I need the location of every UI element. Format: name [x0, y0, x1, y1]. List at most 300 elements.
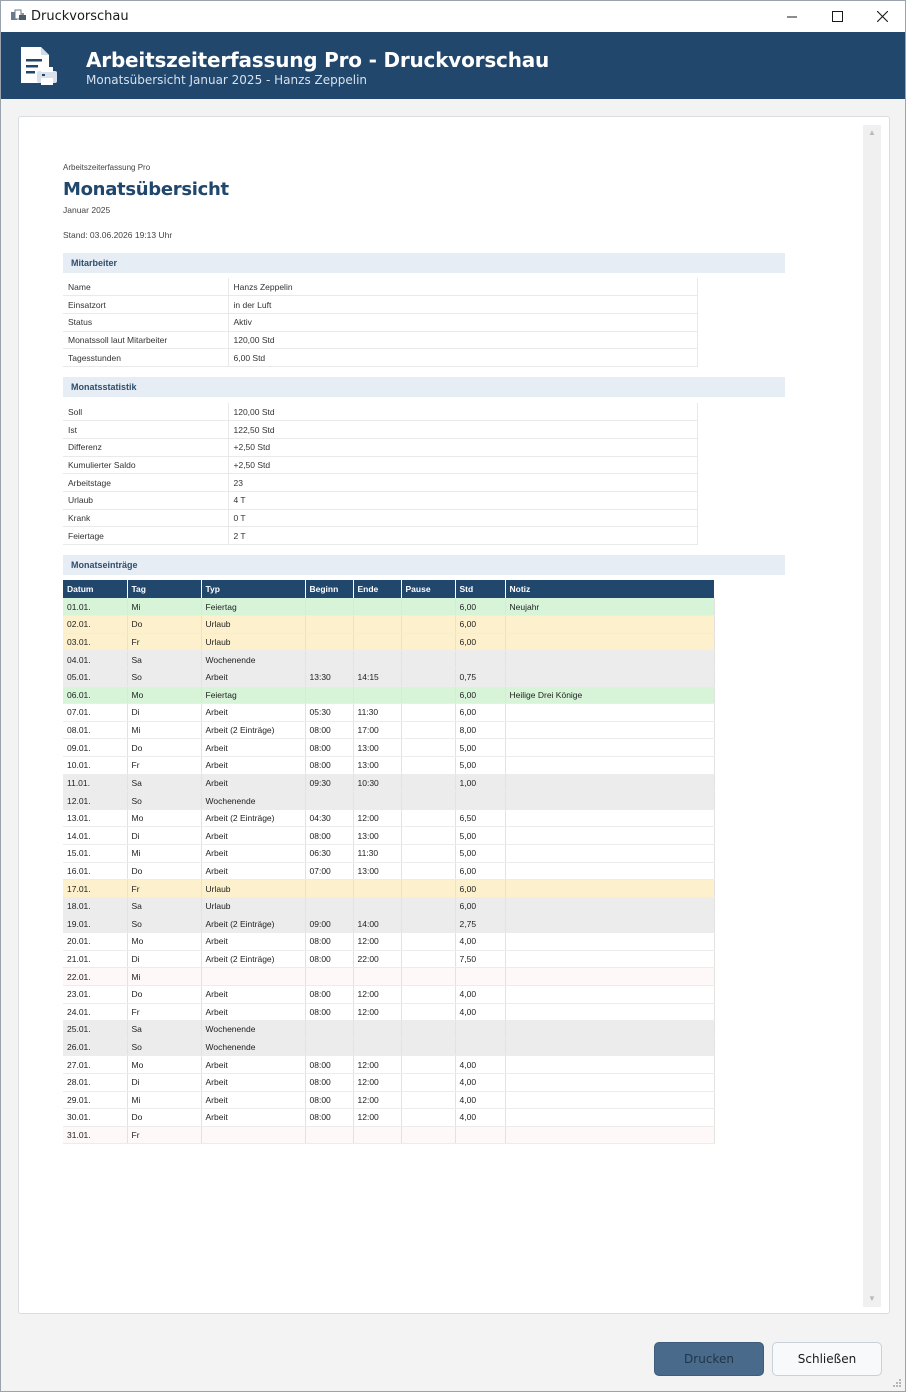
cell-ende [353, 598, 401, 616]
cell-typ: Urlaub [201, 897, 305, 915]
section-entries-title: Monatseinträge [71, 560, 138, 570]
cell-typ: Arbeit [201, 1073, 305, 1091]
cell-datum: 18.01. [63, 897, 127, 915]
cell-typ [201, 968, 305, 986]
stats-row-value: +2,50 Std [228, 456, 698, 474]
cell-datum: 28.01. [63, 1073, 127, 1091]
cell-std: 4,00 [455, 1003, 505, 1021]
cell-beginn: 09:30 [305, 774, 353, 792]
cell-datum: 01.01. [63, 598, 127, 616]
cell-ende: 13:00 [353, 827, 401, 845]
column-header: Std [455, 580, 505, 598]
cell-pause [401, 950, 455, 968]
cell-typ: Urlaub [201, 633, 305, 651]
cell-notiz [505, 1003, 714, 1021]
stats-row [63, 438, 698, 456]
cell-notiz [505, 1091, 714, 1109]
cell-datum: 31.01. [63, 1126, 127, 1144]
table-row [63, 774, 714, 792]
cell-datum: 05.01. [63, 668, 127, 686]
resize-grip-icon[interactable] [892, 1378, 902, 1388]
cell-typ: Feiertag [201, 686, 305, 704]
cell-ende: 12:00 [353, 1109, 401, 1127]
cell-typ: Wochenende [201, 1038, 305, 1056]
cell-tag: Mi [127, 598, 201, 616]
stats-row-value: 120,00 Std [228, 403, 698, 421]
cell-typ: Arbeit [201, 862, 305, 880]
employee-row-key: Einsatzort [63, 296, 228, 314]
cell-beginn [305, 897, 353, 915]
cell-typ: Arbeit [201, 704, 305, 722]
table-row [63, 880, 714, 898]
cell-notiz [505, 862, 714, 880]
cell-ende: 14:15 [353, 668, 401, 686]
maximize-icon [832, 11, 843, 22]
stats-row-key: Feiertage [63, 527, 228, 545]
cell-typ: Arbeit [201, 985, 305, 1003]
cell-beginn: 08:00 [305, 933, 353, 951]
cell-typ: Arbeit [201, 827, 305, 845]
cell-typ: Wochenende [201, 1021, 305, 1039]
stats-row [63, 456, 698, 474]
employee-row-key: Monatssoll laut Mitarbeiter [63, 331, 228, 349]
table-row [63, 1109, 714, 1127]
cell-tag: Fr [127, 756, 201, 774]
cell-typ: Arbeit (2 Einträge) [201, 915, 305, 933]
cell-tag: Do [127, 1109, 201, 1127]
cell-std: 4,00 [455, 1091, 505, 1109]
cell-notiz: Heilige Drei Könige [505, 686, 714, 704]
employee-row [63, 331, 698, 349]
cell-pause [401, 668, 455, 686]
cell-datum: 26.01. [63, 1038, 127, 1056]
cell-typ: Wochenende [201, 651, 305, 669]
cell-ende: 12:00 [353, 985, 401, 1003]
cell-typ: Arbeit [201, 845, 305, 863]
stats-row-value: 23 [228, 474, 698, 492]
cell-beginn: 09:00 [305, 915, 353, 933]
report-app-name: Arbeitszeiterfassung Pro [63, 163, 151, 172]
stats-row-key: Krank [63, 509, 228, 527]
cell-std: 5,00 [455, 845, 505, 863]
cell-pause [401, 651, 455, 669]
cell-typ: Arbeit (2 Einträge) [201, 950, 305, 968]
cell-notiz [505, 1056, 714, 1074]
vertical-scrollbar[interactable] [863, 125, 881, 1307]
cell-notiz [505, 968, 714, 986]
cell-notiz [505, 880, 714, 898]
table-row [63, 1056, 714, 1074]
table-row [63, 598, 714, 616]
stats-row-value: 4 T [228, 491, 698, 509]
stats-row-key: Arbeitstage [63, 474, 228, 492]
cell-tag: Do [127, 739, 201, 757]
cell-ende: 12:00 [353, 1073, 401, 1091]
cell-notiz [505, 616, 714, 634]
cell-std: 6,00 [455, 616, 505, 634]
cell-beginn: 08:00 [305, 985, 353, 1003]
cell-pause [401, 1056, 455, 1074]
cell-datum: 03.01. [63, 633, 127, 651]
scroll-up-icon[interactable]: ▲ [868, 128, 876, 137]
table-row [63, 686, 714, 704]
cell-tag: Mo [127, 933, 201, 951]
cell-ende: 13:00 [353, 739, 401, 757]
employee-row-key: Name [63, 278, 228, 296]
table-row [63, 633, 714, 651]
employee-row [63, 313, 698, 331]
cell-beginn: 08:00 [305, 721, 353, 739]
cell-typ: Arbeit [201, 739, 305, 757]
table-row [63, 1003, 714, 1021]
stats-table [63, 403, 698, 545]
cell-typ: Urlaub [201, 616, 305, 634]
cell-notiz [505, 897, 714, 915]
table-row [63, 985, 714, 1003]
table-row [63, 845, 714, 863]
cell-datum: 14.01. [63, 827, 127, 845]
cell-tag: Sa [127, 651, 201, 669]
cell-datum: 25.01. [63, 1021, 127, 1039]
print-button[interactable]: Drucken [654, 1342, 764, 1376]
cell-pause [401, 933, 455, 951]
stats-row [63, 421, 698, 439]
cell-tag: Mo [127, 809, 201, 827]
table-row [63, 616, 714, 634]
column-header: Tag [127, 580, 201, 598]
cell-ende [353, 616, 401, 634]
cell-tag: So [127, 1038, 201, 1056]
section-stats [63, 377, 785, 397]
stats-row-value: 0 T [228, 509, 698, 527]
table-row [63, 1021, 714, 1039]
cell-std: 1,00 [455, 774, 505, 792]
cell-datum: 02.01. [63, 616, 127, 634]
employee-row-value: in der Luft [228, 296, 698, 314]
cell-ende: 22:00 [353, 950, 401, 968]
cell-std: 4,00 [455, 1109, 505, 1127]
stats-row-key: Soll [63, 403, 228, 421]
cell-typ: Wochenende [201, 792, 305, 810]
cell-std: 7,50 [455, 950, 505, 968]
stats-row-key: Urlaub [63, 491, 228, 509]
cell-std: 6,00 [455, 686, 505, 704]
cell-notiz [505, 792, 714, 810]
cell-notiz [505, 1109, 714, 1127]
cell-tag: Sa [127, 774, 201, 792]
cell-ende [353, 651, 401, 669]
cell-notiz [505, 827, 714, 845]
cell-typ: Arbeit (2 Einträge) [201, 721, 305, 739]
cell-pause [401, 704, 455, 722]
cell-ende: 13:00 [353, 862, 401, 880]
table-row [63, 1073, 714, 1091]
stats-row-key: Ist [63, 421, 228, 439]
cell-typ: Arbeit [201, 1056, 305, 1074]
cell-pause [401, 897, 455, 915]
cell-beginn [305, 880, 353, 898]
cell-tag: Di [127, 1073, 201, 1091]
cell-pause [401, 1073, 455, 1091]
cell-pause [401, 845, 455, 863]
cell-ende [353, 968, 401, 986]
cell-std: 4,00 [455, 1056, 505, 1074]
stats-row [63, 509, 698, 527]
cell-std [455, 651, 505, 669]
cell-std: 4,00 [455, 1073, 505, 1091]
cell-pause [401, 915, 455, 933]
cell-beginn [305, 686, 353, 704]
cell-pause [401, 686, 455, 704]
cell-ende: 12:00 [353, 933, 401, 951]
entries-table [63, 580, 715, 1144]
cell-tag: Mi [127, 1091, 201, 1109]
table-row [63, 792, 714, 810]
table-row [63, 827, 714, 845]
cell-notiz [505, 809, 714, 827]
cell-ende [353, 880, 401, 898]
cell-tag: Mi [127, 721, 201, 739]
cell-std [455, 968, 505, 986]
cell-beginn: 13:30 [305, 668, 353, 686]
print-preview-icon [10, 9, 27, 23]
cell-beginn [305, 968, 353, 986]
stats-row [63, 527, 698, 545]
section-employee [63, 253, 785, 273]
cell-datum: 10.01. [63, 756, 127, 774]
column-header: Notiz [505, 580, 714, 598]
close-window-button[interactable] [859, 1, 905, 32]
cell-datum: 08.01. [63, 721, 127, 739]
cell-std: 8,00 [455, 721, 505, 739]
cell-pause [401, 774, 455, 792]
cell-pause [401, 968, 455, 986]
stats-row [63, 491, 698, 509]
cell-std: 5,00 [455, 827, 505, 845]
cell-datum: 16.01. [63, 862, 127, 880]
cell-ende [353, 1126, 401, 1144]
cell-tag: Fr [127, 1003, 201, 1021]
cell-datum: 04.01. [63, 651, 127, 669]
cell-tag: Mo [127, 686, 201, 704]
cell-std [455, 792, 505, 810]
table-row [63, 915, 714, 933]
cell-tag: Fr [127, 633, 201, 651]
cell-notiz [505, 633, 714, 651]
cell-notiz [505, 651, 714, 669]
cell-pause [401, 633, 455, 651]
cell-std [455, 1126, 505, 1144]
cell-tag: Sa [127, 897, 201, 915]
cell-beginn: 05:30 [305, 704, 353, 722]
cell-datum: 23.01. [63, 985, 127, 1003]
employee-row-key: Tagesstunden [63, 349, 228, 367]
entries-header-row [63, 580, 714, 598]
cell-tag: So [127, 668, 201, 686]
table-row [63, 809, 714, 827]
table-row [63, 721, 714, 739]
cell-beginn: 08:00 [305, 1091, 353, 1109]
cell-beginn [305, 792, 353, 810]
scroll-down-icon[interactable]: ▼ [868, 1294, 876, 1303]
cell-datum: 30.01. [63, 1109, 127, 1127]
cell-notiz [505, 668, 714, 686]
cell-std: 5,00 [455, 739, 505, 757]
cell-pause [401, 1003, 455, 1021]
cell-ende: 12:00 [353, 1003, 401, 1021]
employee-table [63, 278, 698, 367]
cell-pause [401, 756, 455, 774]
cell-notiz [505, 774, 714, 792]
minimize-icon [787, 12, 797, 22]
cell-ende: 14:00 [353, 915, 401, 933]
cell-typ: Urlaub [201, 880, 305, 898]
cell-notiz [505, 739, 714, 757]
minimize-button[interactable] [769, 1, 815, 32]
cell-typ: Arbeit [201, 756, 305, 774]
cell-beginn [305, 616, 353, 634]
table-row [63, 1038, 714, 1056]
section-stats-title: Monatsstatistik [71, 382, 137, 392]
cell-typ: Arbeit [201, 774, 305, 792]
cell-beginn: 08:00 [305, 950, 353, 968]
cell-datum: 13.01. [63, 809, 127, 827]
report-timestamp: Stand: 03.06.2026 19:13 Uhr [63, 230, 173, 240]
cell-notiz [505, 704, 714, 722]
cell-tag: So [127, 915, 201, 933]
cell-ende [353, 633, 401, 651]
maximize-button[interactable] [814, 1, 860, 32]
cell-notiz [505, 933, 714, 951]
cell-pause [401, 880, 455, 898]
cell-tag: Fr [127, 1126, 201, 1144]
banner-subtitle: Monatsübersicht Januar 2025 - Hanzs Zeppelin [86, 73, 368, 87]
cell-std: 2,75 [455, 915, 505, 933]
cell-tag: Sa [127, 1021, 201, 1039]
cell-pause [401, 721, 455, 739]
cell-beginn: 07:00 [305, 862, 353, 880]
cell-ende: 13:00 [353, 756, 401, 774]
cell-beginn: 08:00 [305, 1073, 353, 1091]
cell-datum: 19.01. [63, 915, 127, 933]
cell-std: 4,00 [455, 933, 505, 951]
cell-datum: 07.01. [63, 704, 127, 722]
stats-row-value: +2,50 Std [228, 438, 698, 456]
cell-notiz [505, 950, 714, 968]
table-row [63, 1126, 714, 1144]
cell-notiz [505, 721, 714, 739]
cell-std: 6,00 [455, 598, 505, 616]
cell-pause [401, 1038, 455, 1056]
cell-notiz [505, 1126, 714, 1144]
table-row [63, 968, 714, 986]
cell-beginn: 08:00 [305, 1003, 353, 1021]
table-row [63, 651, 714, 669]
cell-pause [401, 616, 455, 634]
report-heading: Monatsübersicht [63, 179, 229, 200]
banner-title: Arbeitszeiterfassung Pro - Druckvorschau [86, 48, 550, 72]
cell-datum: 24.01. [63, 1003, 127, 1021]
cell-notiz [505, 1021, 714, 1039]
cell-beginn [305, 1126, 353, 1144]
cell-typ: Feiertag [201, 598, 305, 616]
cell-beginn: 08:00 [305, 739, 353, 757]
cell-beginn: 08:00 [305, 827, 353, 845]
cell-beginn [305, 1021, 353, 1039]
employee-row-value: Aktiv [228, 313, 698, 331]
table-row [63, 950, 714, 968]
cell-std: 4,00 [455, 985, 505, 1003]
cell-ende [353, 897, 401, 915]
employee-row [63, 349, 698, 367]
stats-row-value: 2 T [228, 527, 698, 545]
cell-typ: Arbeit [201, 1091, 305, 1109]
title-bar[interactable] [1, 1, 905, 32]
cell-std: 6,00 [455, 880, 505, 898]
window-title: Druckvorschau [31, 9, 129, 24]
document-printer-icon [19, 45, 59, 87]
cell-notiz [505, 1073, 714, 1091]
column-header: Beginn [305, 580, 353, 598]
cell-beginn: 08:00 [305, 756, 353, 774]
cell-beginn [305, 633, 353, 651]
column-header: Ende [353, 580, 401, 598]
cell-beginn [305, 651, 353, 669]
cell-pause [401, 1091, 455, 1109]
cell-datum: 21.01. [63, 950, 127, 968]
header-banner [1, 32, 905, 99]
cell-std: 0,75 [455, 668, 505, 686]
cell-pause [401, 985, 455, 1003]
cell-typ: Arbeit [201, 933, 305, 951]
cell-tag: Di [127, 827, 201, 845]
cell-beginn [305, 1038, 353, 1056]
cell-pause [401, 862, 455, 880]
table-row [63, 1091, 714, 1109]
cell-notiz [505, 915, 714, 933]
cell-ende [353, 792, 401, 810]
close-icon [877, 11, 888, 22]
cell-ende [353, 686, 401, 704]
table-row [63, 933, 714, 951]
stats-row-key: Kumulierter Saldo [63, 456, 228, 474]
cell-notiz [505, 756, 714, 774]
table-row [63, 704, 714, 722]
cell-datum: 27.01. [63, 1056, 127, 1074]
cell-ende [353, 1021, 401, 1039]
table-row [63, 739, 714, 757]
cell-datum: 15.01. [63, 845, 127, 863]
table-row [63, 897, 714, 915]
cell-ende: 11:30 [353, 704, 401, 722]
stats-row [63, 474, 698, 492]
table-row [63, 862, 714, 880]
table-row [63, 756, 714, 774]
cell-notiz [505, 1038, 714, 1056]
close-button[interactable]: Schließen [772, 1342, 882, 1376]
cell-typ: Arbeit (2 Einträge) [201, 809, 305, 827]
cell-pause [401, 1021, 455, 1039]
cell-tag: Mi [127, 968, 201, 986]
cell-ende: 17:00 [353, 721, 401, 739]
cell-datum: 12.01. [63, 792, 127, 810]
employee-row-key: Status [63, 313, 228, 331]
cell-typ: Arbeit [201, 1003, 305, 1021]
cell-tag: Mo [127, 1056, 201, 1074]
cell-std: 6,00 [455, 862, 505, 880]
cell-beginn [305, 598, 353, 616]
stats-row-key: Differenz [63, 438, 228, 456]
